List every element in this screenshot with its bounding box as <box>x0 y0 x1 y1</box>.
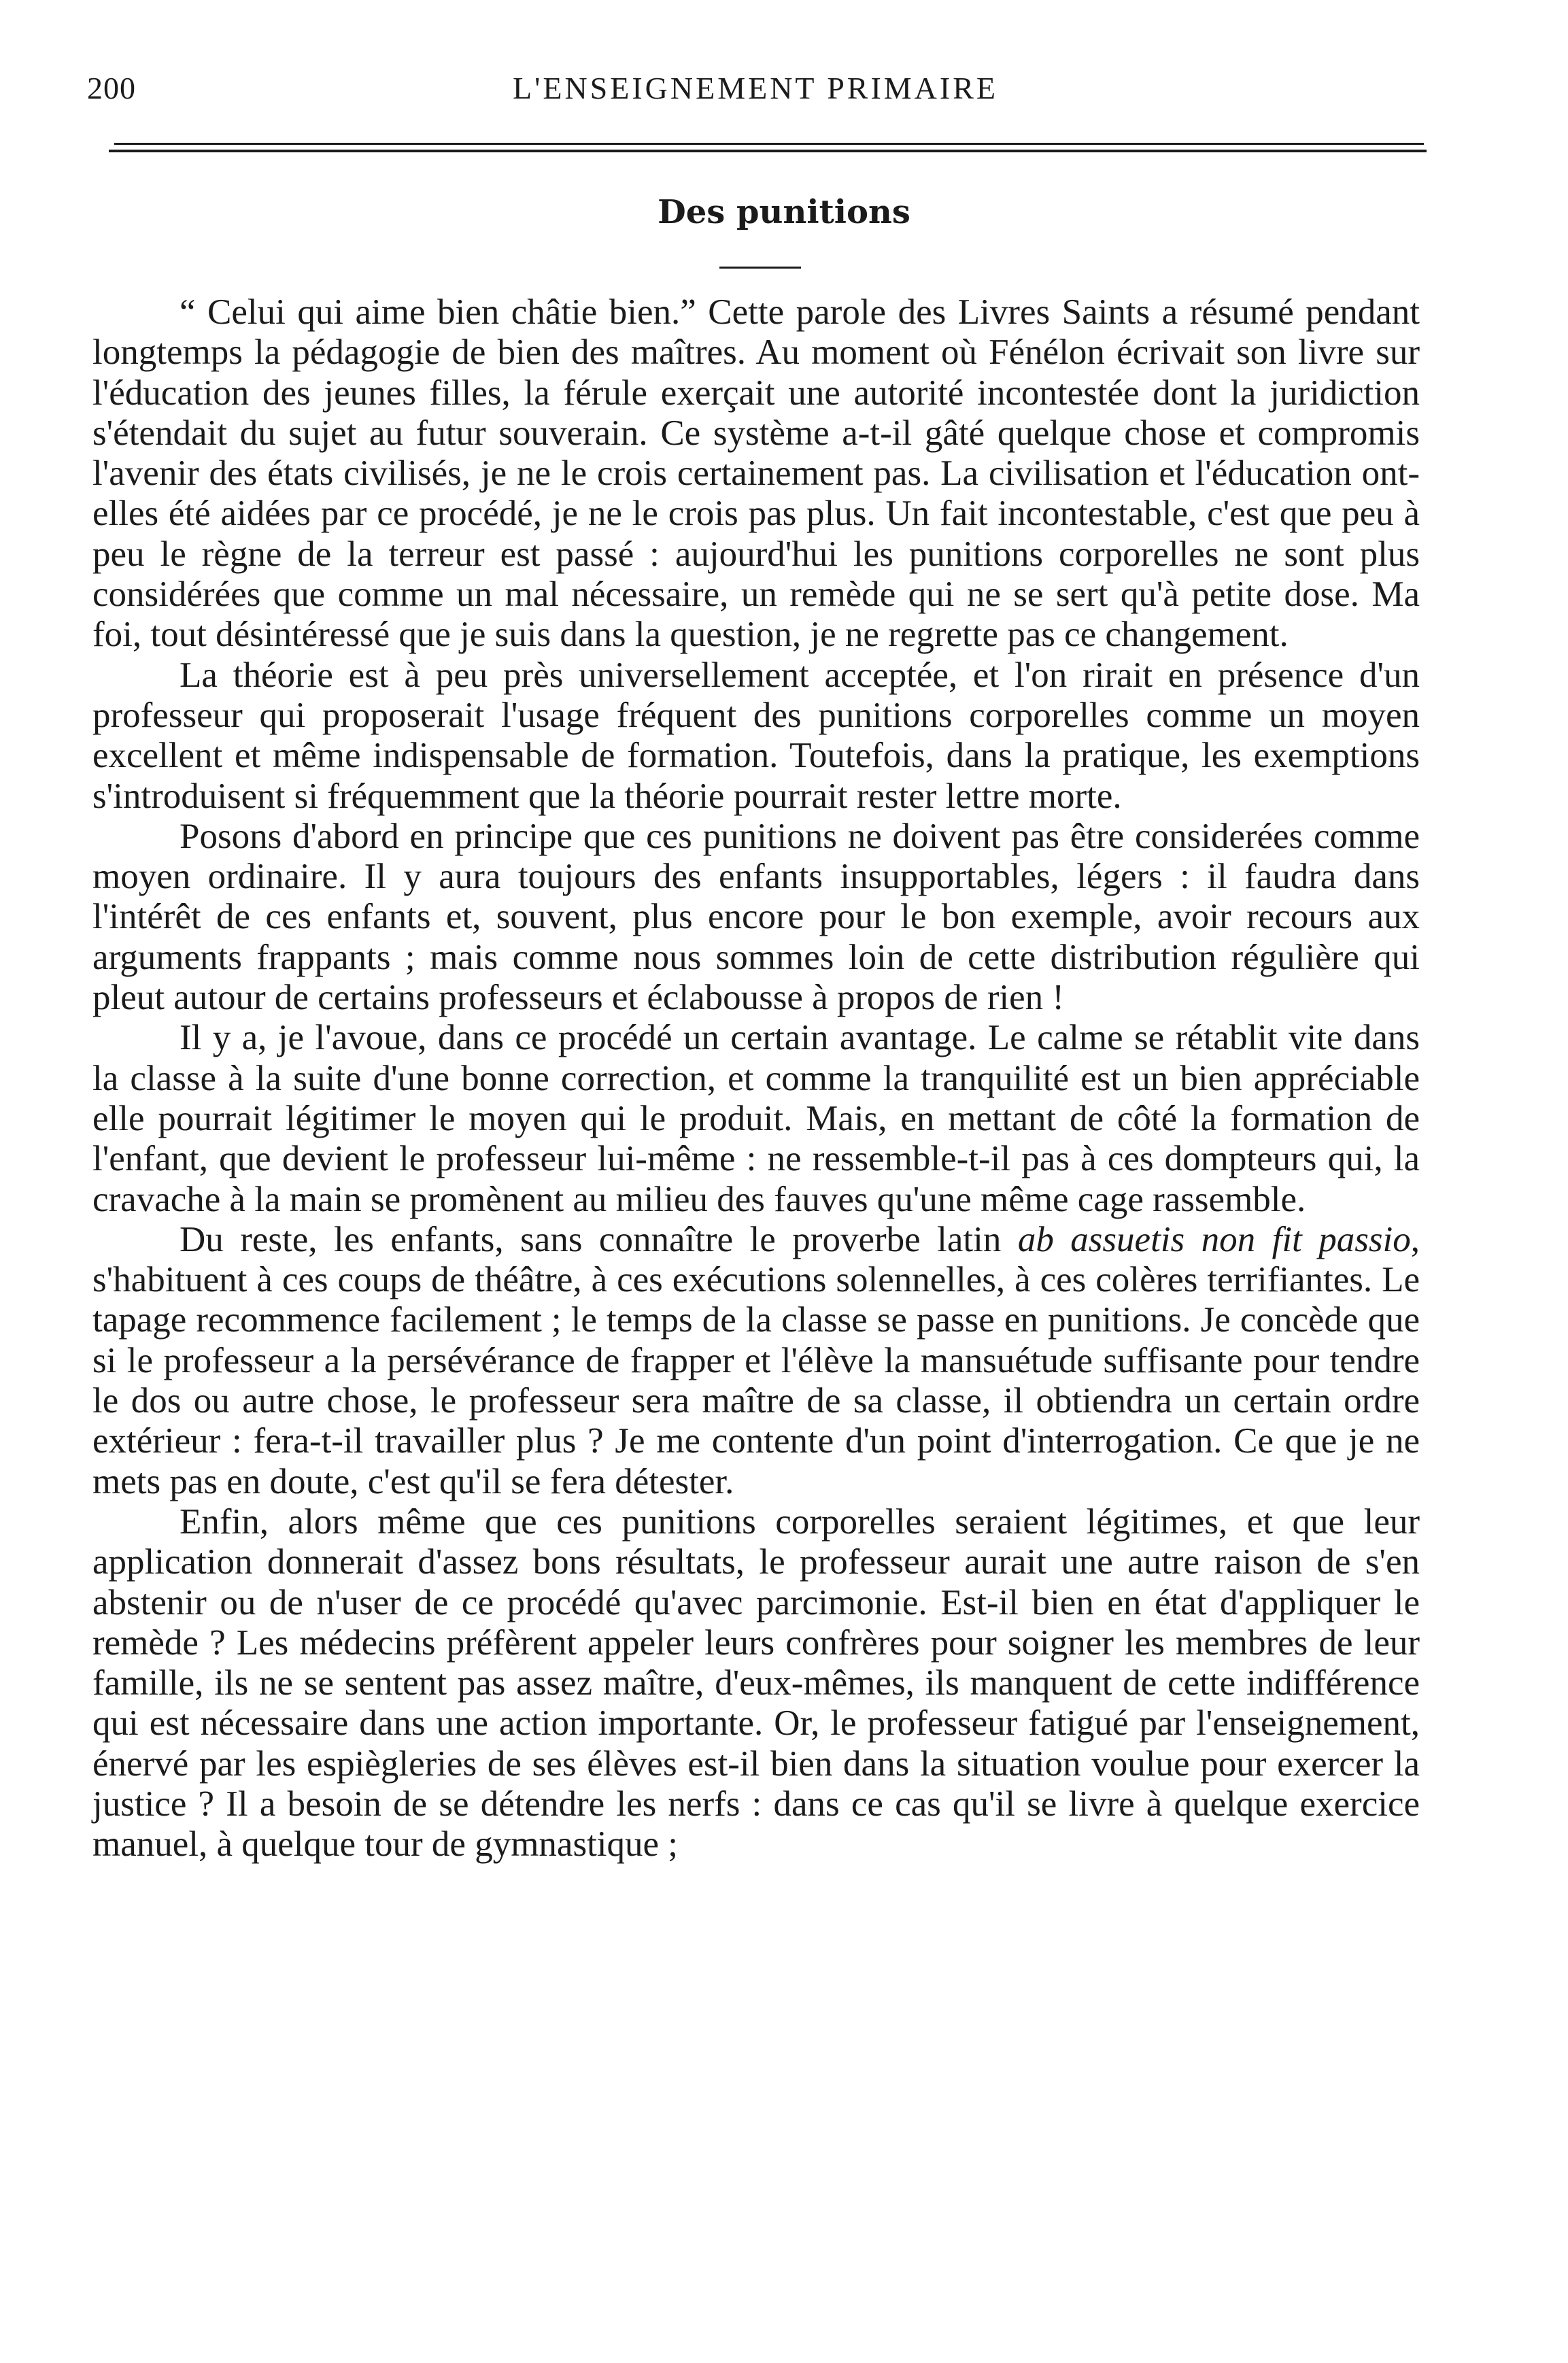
paragraph: Posons d'abord en principe que ces punitions ne doivent pas être considerées comme moyen ordinaire. Il y aura toujours des enfants insupportables, légers : il faudra dans l'intérêt de ces enfants et, souvent, plus encore pour le bon exemple, avoir recours aux arguments frappants ; mais comme nous sommes loin de cette distribution régulière qui pleut autour de certains professeurs et éclabousse à propos de rien ! <box>92 816 1420 1018</box>
title-divider <box>719 267 801 269</box>
article-body <box>92 292 1420 1865</box>
paragraph <box>92 1220 1420 1502</box>
header-rule-thick <box>109 150 1427 152</box>
running-head <box>87 65 1424 112</box>
latin-proverb: ab assuetis non fit passio <box>1017 1219 1411 1259</box>
paragraph: Il y a, je l'avoue, dans ce procédé un certain avantage. Le calme se rétablit vite dans la classe à la suite d'une bonne correction, et comme la tranquilité est un bien appréciable elle pourrait légitimer le moyen qui le produit. Mais, en mettant de côté la formation de l'enfant, que devient le professeur lui-même : ne ressemble-t-il pas à ces dompteurs qui, la cravache à la main se promènent au milieu des fauves qu'une même cage rassemble. <box>92 1018 1420 1219</box>
paragraph: “ Celui qui aime bien châtie bien.” Cette parole des Livres Saints a résumé pendant longtemps la pédagogie de bien des maîtres. Au moment où Fénélon écrivait son livre sur l'éducation des jeunes filles, la férule exerçait une autorité incontestée dont la juridiction s'étendait du sujet au futur souverain. Ce système a-t-il gâté quelque chose et compromis l'avenir des états civilisés, je ne le crois certainement pas. La civilisation et l'éducation ont-elles été aidées par ce procédé, je ne le crois pas plus. Un fait incontestable, c'est que peu à peu le règne de la terreur est passé : aujourd'hui les punitions corporelles ne sont plus considérées que comme un mal nécessaire, un remède qui ne se sert qu'à petite dose. Ma foi, tout désintéressé que je suis dans la question, je ne regrette pas ce changement. <box>92 292 1420 655</box>
paragraph-text: , s'habituent à ces coups de théâtre, à ces exécutions solennelles, à ces colères terrifiantes. Le tapage recommence facilement ; le temps de la classe se passe en punitions. Je concède que si le professeur a la persévérance de frapper et l'élève la mansuétude suffisante pour tendre le dos ou autre chose, le professeur sera maître de sa classe, il obtiendra un certain ordre extérieur : fera-t-il travailler plus ? Je me contente d'un point d'interrogation. Ce que je ne mets pas en doute, c'est qu'il se fera détester. <box>92 1219 1420 1501</box>
journal-title: L'ENSEIGNEMENT PRIMAIRE <box>512 71 999 105</box>
paragraph-text: Du reste, les enfants, sans connaître le proverbe latin <box>180 1219 1018 1259</box>
paragraph: Enfin, alors même que ces punitions corporelles seraient légitimes, et que leur application donnerait d'assez bons résultats, le professeur aurait une autre raison de s'en abstenir ou de n'user de ce procédé qu'avec parcimonie. Est-il bien en état d'appliquer le remède ? Les médecins préfèrent appeler leurs confrères pour soigner les membres de leur famille, ils ne se sentent pas assez maître, d'eux-mêmes, ils manquent de cette indifférence qui est nécessaire dans une action importante. Or, le professeur fatigué par l'enseignement, énervé par les espiègleries de ses élèves est-il bien dans la situation voulue pour exercer la justice ? Il a besoin de se détendre les nerfs : dans ce cas qu'il se livre à quelque exercice manuel, à quelque tour de gymnastique ; <box>92 1501 1420 1865</box>
page-number: 200 <box>87 71 136 105</box>
paragraph: La théorie est à peu près universellement acceptée, et l'on rirait en présence d'un professeur qui proposerait l'usage fréquent des punitions corporelles comme un moyen excellent et même indispensable de formation. Toutefois, dans la pratique, les exemptions s'introduisent si fréquemment que la théorie pourrait rester lettre morte. <box>92 655 1420 816</box>
header-rule-thin <box>114 143 1424 145</box>
article-title: Des punitions <box>658 193 910 231</box>
